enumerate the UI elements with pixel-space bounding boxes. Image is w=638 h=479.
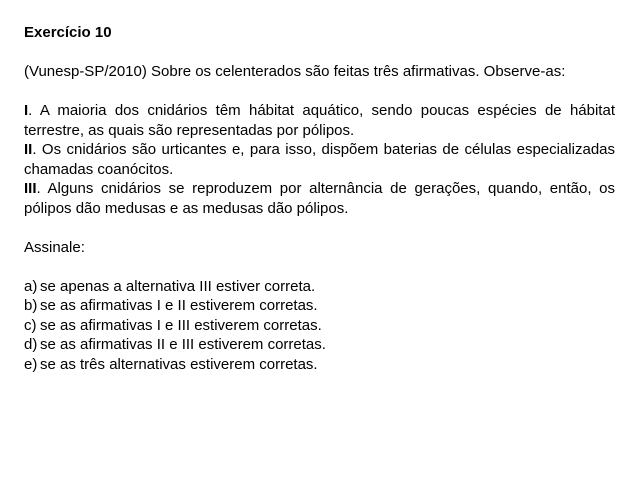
option-text: se as afirmativas I e II estiverem corretas. <box>40 297 318 314</box>
option-c <box>24 316 615 336</box>
option-e <box>24 355 615 375</box>
option-text: se apenas a alternativa III estiver correta. <box>40 277 316 295</box>
option-text: se as afirmativas I e III estiverem corretas. <box>40 316 322 334</box>
option-letter: e) <box>24 355 38 373</box>
option-text: se as afirmativas II e III estiverem corretas. <box>40 336 326 353</box>
option-b <box>24 296 615 316</box>
spacer <box>24 257 615 277</box>
options-list <box>24 277 615 375</box>
option-letter: b) <box>24 297 38 314</box>
spacer <box>24 218 615 238</box>
statement-text: . Os cnidários são urticantes e, para isso, dispõem baterias de células especializadas chamadas coanócitos. <box>24 141 615 178</box>
statement-numeral: III <box>24 180 37 197</box>
statement-numeral: I <box>24 102 29 119</box>
option-letter: a) <box>24 277 38 295</box>
instruction-text: Assinale: <box>24 238 85 256</box>
exercise-title: Exercício 10 <box>24 24 112 41</box>
option-d <box>24 335 615 355</box>
exercise-page <box>24 23 615 374</box>
statement-numeral: II <box>24 141 33 158</box>
option-letter: d) <box>24 336 38 353</box>
statement-text: . A maioria dos cnidários têm hábitat aquático, sendo poucas espécies de hábitat terrestre, as quais são representadas por pólipos. <box>24 102 615 139</box>
option-letter: c) <box>24 316 37 334</box>
option-text: se as três alternativas estiverem corretas. <box>40 355 318 373</box>
statement-text: . Alguns cnidários se reproduzem por alternância de gerações, quando, então, os pólipos dão medusas e as medusas dão pólipos. <box>24 180 615 217</box>
spacer <box>24 43 615 63</box>
exercise-prompt: (Vunesp-SP/2010) Sobre os celenterados são feitas três afirmativas. Observe-as: <box>24 63 566 80</box>
statement-2 <box>24 140 615 179</box>
statement-1 <box>24 101 615 140</box>
statement-3 <box>24 179 615 218</box>
spacer <box>24 82 615 102</box>
option-a <box>24 277 615 297</box>
